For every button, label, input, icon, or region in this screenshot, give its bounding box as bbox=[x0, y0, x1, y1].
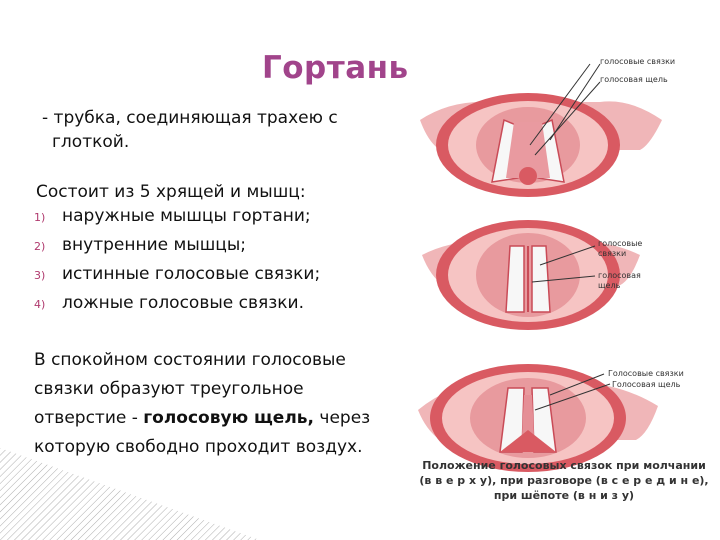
label-glottis-1-mid: голосовая bbox=[598, 271, 641, 280]
label-vocal-cords-top: голосовые связки bbox=[600, 57, 676, 66]
description-paragraph bbox=[34, 346, 434, 462]
list-text: внутренние мышцы; bbox=[62, 235, 247, 255]
list-number: 1) bbox=[34, 211, 46, 224]
caption-line-1: Положение голосовых связок при молчании bbox=[422, 459, 706, 472]
caption-line-3: при шёпоте (в н и з у) bbox=[493, 489, 635, 502]
list-text: ложные голосовые связки. bbox=[62, 293, 304, 313]
caption-line-2: (в в е р х у), при разговоре (в с е р е д и н е), bbox=[419, 474, 709, 487]
label-glottis-bottom: Голосовая щель bbox=[612, 380, 681, 389]
label-glottis-top: голосовая щель bbox=[600, 75, 668, 84]
para-line-4: которую свободно проходит воздух. bbox=[34, 437, 363, 457]
list-item bbox=[34, 206, 320, 235]
list-item bbox=[34, 293, 320, 322]
para-line-3-bold: голосовую щель, bbox=[143, 408, 314, 428]
decorative-hatch bbox=[0, 448, 260, 540]
para-line-1: В спокойном состоянии голосовые bbox=[34, 350, 346, 370]
list-number: 3) bbox=[34, 269, 46, 282]
figure-caption bbox=[414, 458, 714, 503]
components-list bbox=[34, 206, 320, 322]
list-number: 4) bbox=[34, 298, 46, 311]
para-line-3-prefix: отверстие - bbox=[34, 408, 144, 428]
list-text: истинные голосовые связки; bbox=[62, 264, 321, 284]
para-line-3-suffix: через bbox=[314, 408, 371, 428]
para-line-2: связки образуют треугольное bbox=[34, 379, 304, 399]
intro-text bbox=[42, 106, 402, 154]
larynx-figure-whisper bbox=[418, 364, 684, 472]
consists-heading: Состоит из 5 хрящей и мышц: bbox=[36, 182, 306, 202]
list-text: наружные мышцы гортани; bbox=[62, 206, 311, 226]
label-vocal-1-mid: голосовые bbox=[598, 239, 643, 248]
intro-line-2: глоткой. bbox=[52, 132, 130, 152]
list-number: 2) bbox=[34, 240, 46, 253]
intro-line-1: - трубка, соединяющая трахею с bbox=[42, 108, 338, 128]
para-line-3 bbox=[34, 404, 434, 433]
page-title: Гортань bbox=[262, 50, 409, 86]
list-item bbox=[34, 235, 320, 264]
list-item bbox=[34, 264, 320, 293]
label-vocal-cords-bottom: Голосовые связки bbox=[608, 369, 684, 378]
larynx-figure-silence bbox=[420, 57, 675, 197]
label-vocal-2-mid: связки bbox=[598, 249, 627, 258]
larynx-figure-speech bbox=[422, 220, 642, 330]
label-glottis-2-mid: щель bbox=[598, 281, 621, 290]
